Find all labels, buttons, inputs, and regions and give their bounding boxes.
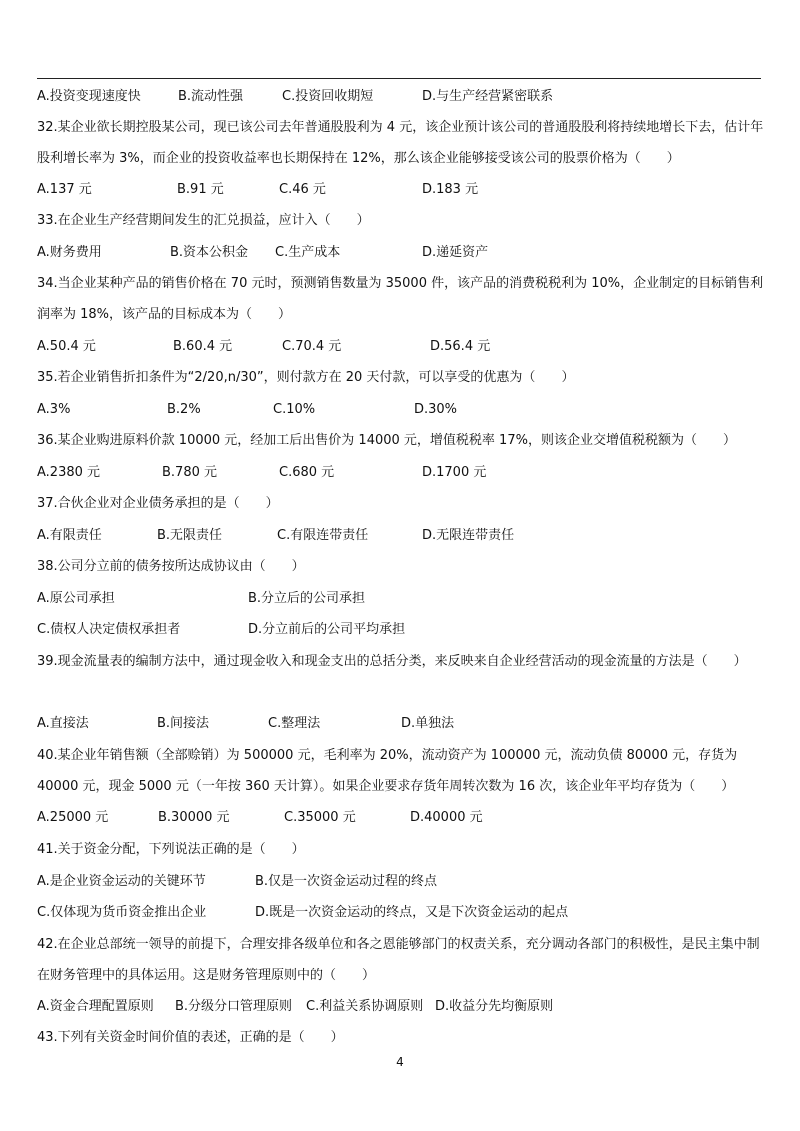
q33-option-b: B.资本公积金	[170, 245, 249, 260]
q32-options	[37, 174, 765, 205]
q42-option-b: B.分级分口管理原则	[175, 999, 293, 1014]
q35-option-d: D.30%	[414, 402, 458, 417]
q40-options	[37, 802, 765, 833]
q32-stem: 32.某企业欲长期控股某公司，现已该公司去年普通股股利为 4 元，该企业预计该公司的普通股股利将持续地增长下去，估计年股利增长率为 3%，而企业的投资收益率也长期保持在 12%，那么该企业能够接受该公司的股票价格为（ ）	[37, 120, 764, 166]
q33-option-c: C.生产成本	[275, 245, 341, 260]
q36-option-c: C.680 元	[279, 465, 335, 480]
q34-option-a: A.50.4 元	[37, 339, 96, 354]
q38-stem: 38.公司分立前的债务按所达成协议由（ ）	[37, 559, 305, 574]
q35-option-a: A.3%	[37, 402, 71, 417]
q43-stem: 43.下列有关资金时间价值的表述，正确的是（ ）	[37, 1030, 344, 1045]
q38-option-c: C.债权人决定债权承担者	[37, 622, 181, 637]
q37-option-d: D.无限连带责任	[422, 528, 515, 543]
q33-option-d: D.递延资产	[422, 245, 489, 260]
q38-options-row1	[37, 583, 765, 614]
q37-option-b: B.无限责任	[157, 528, 223, 543]
q32-option-c: C.46 元	[279, 182, 326, 197]
q38-options-row2	[37, 614, 765, 645]
q38-option-b: B.分立后的公司承担	[248, 591, 366, 606]
q34-stem: 34.当企业某种产品的销售价格在 70 元时，预测销售数量为 35000 件，该产品的消费税税利为 10%，企业制定的目标销售利润率为 18%，该产品的目标成本为（ ）	[37, 276, 764, 322]
q40-stem: 40.某企业年销售额（全部赊销）为 500000 元，毛利率为 20%，流动资产为 100000 元，流动负债 80000 元，存货为 40000 元，现金 5000 元（一年按 360 天计算）。如果企业要求存货年周转次数为 16 次，该企业年平均存货为（ ）	[37, 748, 738, 794]
q40-option-c: C.35000 元	[284, 810, 356, 825]
q40-option-d: D.40000 元	[410, 810, 483, 825]
page-number: 4	[396, 1055, 404, 1069]
q37-option-c: C.有限连带责任	[277, 528, 369, 543]
q31-options	[37, 81, 765, 112]
q33-options	[37, 237, 765, 268]
q34-option-d: D.56.4 元	[430, 339, 491, 354]
q41-option-b: B.仅是一次资金运动过程的终点	[255, 874, 438, 889]
q34-option-b: B.60.4 元	[173, 339, 233, 354]
q39-options	[37, 708, 765, 739]
q41-options-row1	[37, 866, 765, 897]
q39-option-d: D.单独法	[401, 716, 455, 731]
q31-option-a: A.投资变现速度快	[37, 89, 141, 104]
q36-options	[37, 457, 765, 488]
q42-options	[37, 991, 765, 1022]
q41-stem: 41.关于资金分配，下列说法正确的是（ ）	[37, 842, 305, 857]
q38-option-d: D.分立前后的公司平均承担	[248, 622, 406, 637]
q35-options	[37, 394, 765, 425]
q41-option-a: A.是企业资金运动的关键环节	[37, 874, 206, 889]
q40-option-b: B.30000 元	[158, 810, 230, 825]
q33-stem: 33.在企业生产经营期间发生的汇兑损益，应计入（ ）	[37, 213, 370, 228]
q39-option-a: A.直接法	[37, 716, 89, 731]
q35-stem: 35.若企业销售折扣条件为“2/20,n/30”，则付款方在 20 天付款，可以享受的优惠为（ ）	[37, 370, 575, 385]
q36-stem: 36.某企业购进原料价款 10000 元，经加工后出售价为 14000 元，增值税税率 17%，则该企业交增值税税额为（ ）	[37, 433, 736, 448]
q36-option-a: A.2380 元	[37, 465, 101, 480]
q32-option-b: B.91 元	[177, 182, 224, 197]
q42-option-d: D.收益分先均衡原则	[435, 999, 554, 1014]
q31-option-b: B.流动性强	[178, 89, 244, 104]
q37-option-a: A.有限责任	[37, 528, 102, 543]
q42-stem: 42.在企业总部统一领导的前提下，合理安排各级单位和各之恩能够部门的权责关系，充分调动各部门的积极性，是民主集中制在财务管理中的具体运用。这是财务管理原则中的（ ）	[37, 937, 760, 983]
q42-option-c: C.利益关系协调原则	[306, 999, 424, 1014]
q41-option-d: D.既是一次资金运动的终点，又是下次资金运动的起点	[255, 905, 569, 920]
q38-option-a: A.原公司承担	[37, 591, 115, 606]
q32-option-a: A.137 元	[37, 182, 92, 197]
q37-options	[37, 520, 765, 551]
q39-option-c: C.整理法	[268, 716, 321, 731]
q34-option-c: C.70.4 元	[282, 339, 342, 354]
q37-stem: 37.合伙企业对企业债务承担的是（ ）	[37, 496, 279, 511]
q41-options-row2	[37, 897, 765, 928]
q41-option-c: C.仅体现为货币资金推出企业	[37, 905, 207, 920]
q36-option-b: B.780 元	[162, 465, 217, 480]
q36-option-d: D.1700 元	[422, 465, 487, 480]
q35-option-c: C.10%	[273, 402, 316, 417]
q33-option-a: A.财务费用	[37, 245, 102, 260]
q35-option-b: B.2%	[167, 402, 201, 417]
q39-stem: 39.现金流量表的编制方法中，通过现金收入和现金支出的总括分类，来反映来自企业经营活动的现金流量的方法是（ ）	[37, 654, 747, 669]
q42-option-a: A.资金合理配置原则	[37, 999, 154, 1014]
header-rule	[37, 78, 761, 79]
q40-option-a: A.25000 元	[37, 810, 109, 825]
q31-option-c: C.投资回收期短	[282, 89, 374, 104]
q39-option-b: B.间接法	[157, 716, 210, 731]
q32-option-d: D.183 元	[422, 182, 479, 197]
q34-options	[37, 331, 765, 362]
q31-option-d: D.与生产经营紧密联系	[422, 89, 554, 104]
